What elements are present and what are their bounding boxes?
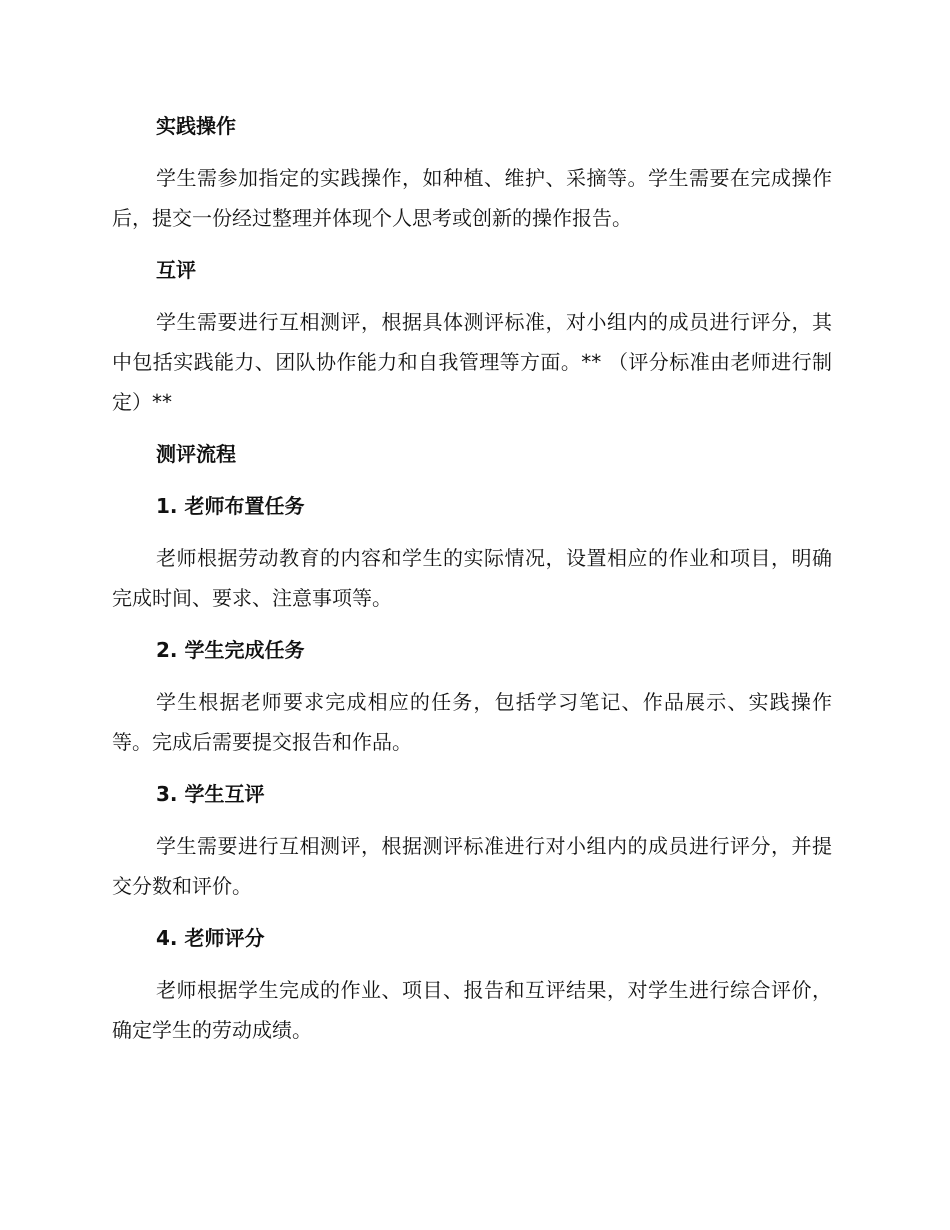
- section-heading-peer-review: 互评: [156, 258, 196, 282]
- step-heading-3: 3. 学生互评: [156, 782, 265, 806]
- paragraph-step-2: 学生根据老师要求完成相应的任务，包括学习笔记、作品展示、实践操作等。完成后需要提交报告和作品。: [112, 690, 832, 754]
- step-heading-1: 1. 老师布置任务: [156, 494, 305, 518]
- section-heading-process: 测评流程: [156, 442, 236, 466]
- paragraph-step-4: 老师根据学生完成的作业、项目、报告和互评结果，对学生进行综合评价，确定学生的劳动成绩。: [112, 978, 832, 1042]
- paragraph-practice: 学生需参加指定的实践操作，如种植、维护、采摘等。学生需要在完成操作后，提交一份经过整理并体现个人思考或创新的操作报告。: [112, 166, 832, 230]
- step-heading-4: 4. 老师评分: [156, 926, 265, 950]
- paragraph-peer-review: 学生需要进行互相测评，根据具体测评标准，对小组内的成员进行评分，其中包括实践能力、团队协作能力和自我管理等方面。** （评分标准由老师进行制定）**: [112, 310, 832, 414]
- step-heading-2: 2. 学生完成任务: [156, 638, 305, 662]
- paragraph-step-1: 老师根据劳动教育的内容和学生的实际情况，设置相应的作业和项目，明确完成时间、要求、注意事项等。: [112, 546, 832, 610]
- paragraph-step-3: 学生需要进行互相测评，根据测评标准进行对小组内的成员进行评分，并提交分数和评价。: [112, 834, 832, 898]
- document-page: [112, 106, 832, 1062]
- section-heading-practice: 实践操作: [156, 114, 236, 138]
